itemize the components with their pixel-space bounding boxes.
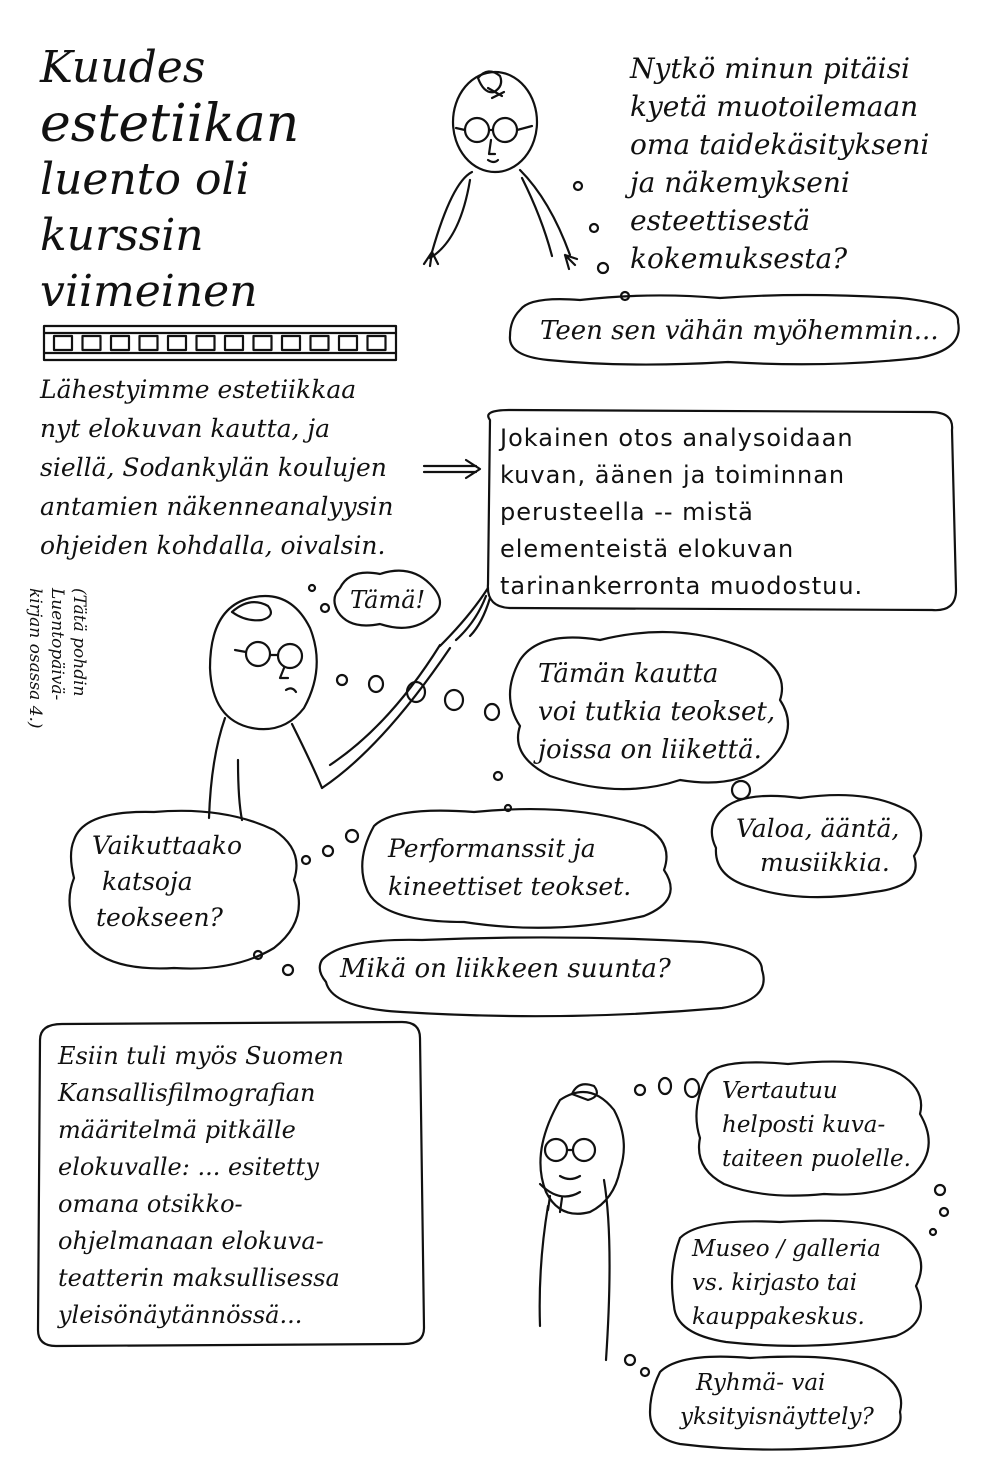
film-frame xyxy=(54,336,72,350)
movement-line: joissa on liikettä. xyxy=(538,735,762,765)
bubble-museum-text xyxy=(692,1232,881,1334)
definition-line: omana otsikko- xyxy=(58,1190,243,1218)
museum-line: Museo / galleria xyxy=(692,1236,881,1262)
intro-line: Lähestyimme estetiikkaa xyxy=(40,375,357,404)
film-frame xyxy=(339,336,357,350)
thought-line: oma taidekäsitykseni xyxy=(630,128,930,161)
group-line: Ryhmä- vai xyxy=(696,1370,826,1396)
film-frame xyxy=(197,336,215,350)
analysis-text xyxy=(500,420,863,605)
thought-line: Nytkö minun pitäisi xyxy=(630,52,910,85)
definition-line: Esiin tuli myös Suomen xyxy=(58,1042,344,1070)
performance-line: kineettiset teokset. xyxy=(388,872,632,901)
definition-line: ohjelmanaan elokuva- xyxy=(58,1227,324,1255)
movement-line: Tämän kautta xyxy=(538,659,719,689)
compare-line: helposti kuva- xyxy=(722,1112,886,1138)
thought-dots-left xyxy=(302,830,358,864)
title-line: kurssin xyxy=(40,210,204,261)
compare-line: taiteen puolelle. xyxy=(722,1146,911,1172)
film-frame xyxy=(311,336,329,350)
bubble-movement-text xyxy=(538,655,775,769)
intro-line: siellä, Sodankylän koulujen xyxy=(40,453,387,482)
compare-line: Vertautuu xyxy=(722,1078,838,1104)
definition-line: määritelmä pitkälle xyxy=(58,1116,296,1144)
film-frame xyxy=(282,336,300,350)
woman-with-glasses-figure xyxy=(540,1084,624,1360)
thought-dots-middle xyxy=(337,675,499,720)
analysis-line: elementeistä elokuvan xyxy=(500,535,795,563)
analysis-line: kuvan, äänen ja toiminnan xyxy=(500,461,846,489)
thought-top-text xyxy=(630,50,929,278)
bubble-direction-text: Mikä on liikkeen suunta? xyxy=(340,954,671,984)
thought-line: ja näkemykseni xyxy=(630,166,850,199)
arrow-icon xyxy=(424,460,480,478)
man-with-glasses-figure xyxy=(424,71,577,269)
light-line: musiikkia. xyxy=(760,848,890,877)
intro-line: antamien näkenneanalyysin xyxy=(40,492,394,521)
film-frame xyxy=(225,336,243,350)
analysis-line: perusteella -- mistä xyxy=(500,498,754,526)
definition-line: yleisönäytännössä... xyxy=(58,1301,303,1329)
thought-dots-top xyxy=(574,182,629,300)
film-frame xyxy=(254,336,272,350)
intro-line: nyt elokuvan kautta, ja xyxy=(40,414,331,443)
bubble-viewer-text xyxy=(92,828,242,936)
group-line: yksityisnäyttely? xyxy=(680,1404,874,1430)
film-frame xyxy=(140,336,158,350)
definition-line: teatterin maksullisessa xyxy=(58,1264,340,1292)
intro-line: ohjeiden kohdalla, oivalsin. xyxy=(40,531,386,560)
thought-line: kyetä muotoilemaan xyxy=(630,90,919,123)
movement-line: voi tutkia teokset, xyxy=(538,697,776,727)
side-note-line: kirjan osassa 4.) xyxy=(25,588,45,729)
definition-line: elokuvalle: ... esitetty xyxy=(58,1153,319,1181)
film-frame xyxy=(368,336,386,350)
title-line: viimeinen xyxy=(40,266,258,317)
title-line: estetiikan xyxy=(40,94,300,154)
viewer-line: teokseen? xyxy=(96,903,223,932)
museum-line: kauppakeskus. xyxy=(692,1304,865,1330)
definition-line: Kansallisfilmografian xyxy=(58,1079,316,1107)
film-strip-icon xyxy=(44,326,396,360)
bubble-compare-text xyxy=(722,1074,911,1176)
analysis-line: tarinankerronta muodostuu. xyxy=(500,572,864,600)
bubble-this-text: Tämä! xyxy=(350,586,426,614)
thought-line: kokemuksesta? xyxy=(630,242,848,275)
film-frame xyxy=(111,336,129,350)
performance-line: Performanssit ja xyxy=(388,834,596,863)
bubble-later-text: Teen sen vähän myöhemmin... xyxy=(540,316,939,346)
viewer-line: katsoja xyxy=(102,867,193,896)
film-frame xyxy=(83,336,101,350)
side-note xyxy=(24,588,90,729)
title-line: luento oli xyxy=(40,154,250,205)
definition-text xyxy=(58,1038,344,1334)
thought-line: esteettisestä xyxy=(630,204,811,237)
page-title xyxy=(40,40,299,320)
analysis-line: Jokainen otos analysoidaan xyxy=(500,424,854,452)
side-note-line: Luentopäivä- xyxy=(47,588,67,701)
title-line: Kuudes xyxy=(40,42,206,93)
intro-text xyxy=(40,370,394,565)
light-line: Valoa, ääntä, xyxy=(736,814,900,843)
bubble-group-text xyxy=(680,1366,874,1434)
side-note-line: (Tätä pohdin xyxy=(69,588,89,697)
bubble-light-text xyxy=(736,812,899,880)
viewer-line: Vaikuttaako xyxy=(92,831,243,860)
museum-line: vs. kirjasto tai xyxy=(692,1270,858,1296)
film-frame xyxy=(168,336,186,350)
bubble-performance-text xyxy=(388,830,631,906)
